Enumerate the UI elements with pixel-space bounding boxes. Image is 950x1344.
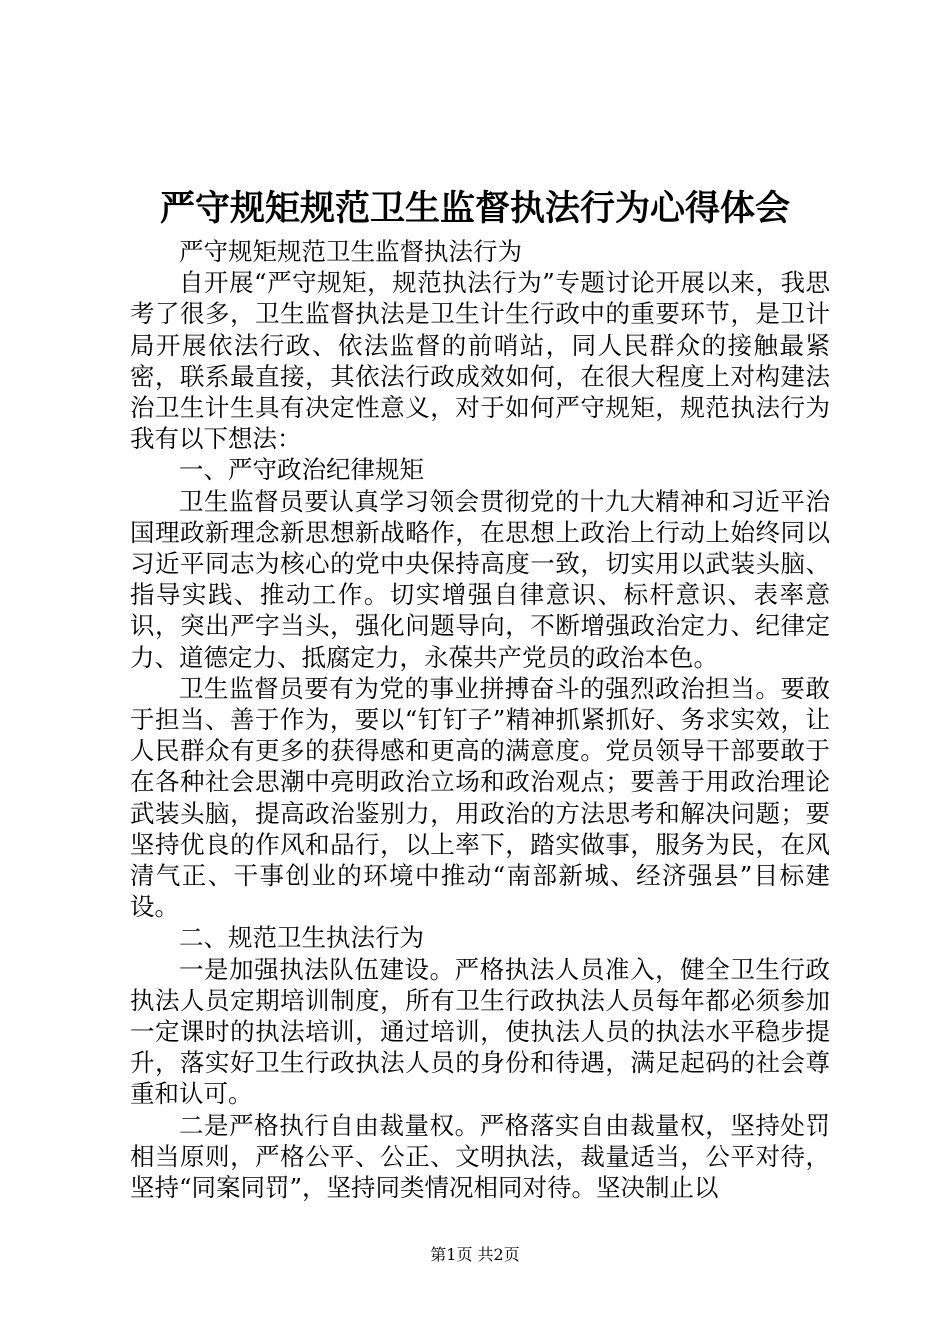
section-heading-1: 一、严守政治纪律规矩 (179, 455, 424, 485)
intro-paragraph: 自开展“严守规矩，规范执法行为”专题讨论开展以来，我思考了很多，卫生监督执法是卫生计生行政中的重要环节，是卫计局开展依法行政、依法监督的前哨站，同人民群众的接触最紧密，联系最直接，其依法行政成效如何，在很大程度上对构建法治卫生计生具有决定性意义，对于如何严守规矩，规范执法行为我有以下想法： (130, 268, 830, 454)
body-paragraph: 卫生监督员要认真学习领会贯彻党的十九大精神和习近平治国理政新理念新思想新战略作，在思想上政治上行动上始终同以习近平同志为核心的党中央保持高度一致，切实用以武装头脑、指导实践、推动工作。切实增强自律意识、标杆意识、表率意识，突出严字当头，强化问题导向，不断增强政治定力、纪律定力、道德定力、抵腐定力，永葆共产党员的政治本色。 (130, 486, 830, 672)
body-paragraph: 二是严格执行自由裁量权。严格落实自由裁量权，坚持处罚相当原则，严格公平、公正、文明执法，裁量适当，公平对待，坚持“同案同罚”，坚持同类情况相同对待。坚决制止以 (130, 1110, 830, 1203)
body-paragraph: 卫生监督员要有为党的事业拼搏奋斗的强烈政治担当。要敢于担当、善于作为，要以“钉钉子”精神抓紧抓好、务求实效，让人民群众有更多的获得感和更高的满意度。党员领导干部要敢于在各种社会思潮中亮明政治立场和政治观点；要善于用政治理论武装头脑，提高政治鉴别力，用政治的方法思考和解决问题；要坚持优良的作风和品行，以上率下，踏实做事，服务为民，在风清气正、干事创业的环境中推动“南部新城、经济强县”目标建设。 (130, 673, 830, 922)
document-body (130, 236, 830, 1203)
subtitle-paragraph: 严守规矩规范卫生监督执法行为 (179, 237, 522, 266)
document-title: 严守规矩规范卫生监督执法行为心得体会 (159, 188, 790, 229)
section-heading-2: 二、规范卫生执法行为 (179, 923, 424, 953)
page-footer: 第1页 共2页 (430, 1245, 520, 1264)
body-paragraph: 一是加强执法队伍建设。严格执法人员准入，健全卫生行政执法人员定期培训制度，所有卫生行政执法人员每年都必须参加一定课时的执法培训，通过培训，使执法人员的执法水平稳步提升，落实好卫生行政执法人员的身份和待遇，满足起码的社会尊重和认可。 (130, 954, 830, 1109)
